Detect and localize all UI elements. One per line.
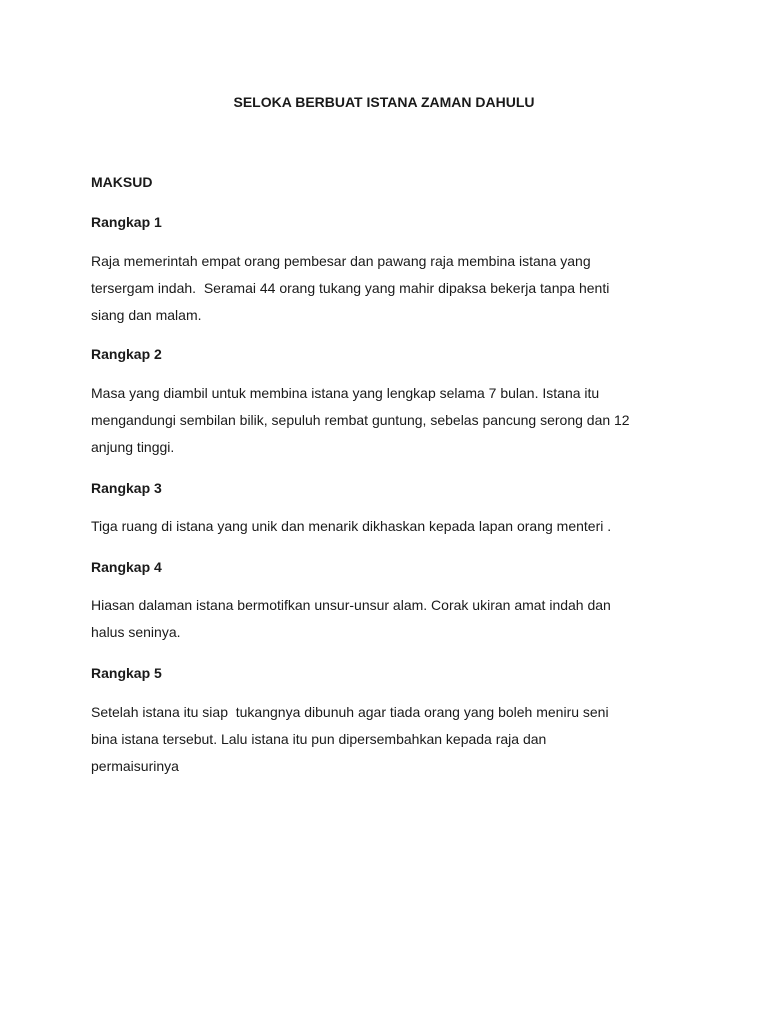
paragraph-line: tersergam indah. Seramai 44 orang tukang yang mahir dipaksa bekerja tanpa henti (91, 280, 610, 296)
paragraph-line: bina istana tersebut. Lalu istana itu pun dipersembahkan kepada raja dan (91, 731, 547, 747)
stanza-heading-3: Rangkap 3 (91, 480, 162, 496)
paragraph-line: permaisurinya (91, 758, 179, 774)
stanza-paragraph-5 (91, 699, 691, 780)
stanza-heading-4: Rangkap 4 (91, 559, 162, 575)
document-title: SELOKA BERBUAT ISTANA ZAMAN DAHULU (233, 94, 535, 110)
paragraph-line: halus seninya. (91, 624, 181, 640)
paragraph-line: mengandungi sembilan bilik, sepuluh rembat guntung, sebelas pancung serong dan 12 (91, 412, 630, 428)
paragraph-line: Tiga ruang di istana yang unik dan menarik dikhaskan kepada lapan orang menteri . (91, 518, 612, 534)
paragraph-line: anjung tinggi. (91, 439, 175, 455)
stanza-paragraph-3 (91, 513, 691, 540)
stanza-paragraph-4 (91, 592, 691, 646)
paragraph-line: Setelah istana itu siap tukangnya dibunuh agar tiada orang yang boleh meniru seni (91, 704, 609, 720)
stanza-paragraph-1 (91, 248, 691, 329)
stanza-heading-2: Rangkap 2 (91, 346, 162, 362)
paragraph-line: Masa yang diambil untuk membina istana yang lengkap selama 7 bulan. Istana itu (91, 385, 600, 401)
stanza-heading-5: Rangkap 5 (91, 665, 162, 681)
paragraph-line: siang dan malam. (91, 307, 202, 323)
section-heading-maksud: MAKSUD (91, 174, 153, 190)
stanza-heading-1: Rangkap 1 (91, 214, 162, 230)
stanza-paragraph-2 (91, 380, 691, 461)
paragraph-line: Hiasan dalaman istana bermotifkan unsur-unsur alam. Corak ukiran amat indah dan (91, 597, 611, 613)
paragraph-line: Raja memerintah empat orang pembesar dan pawang raja membina istana yang (91, 253, 591, 269)
